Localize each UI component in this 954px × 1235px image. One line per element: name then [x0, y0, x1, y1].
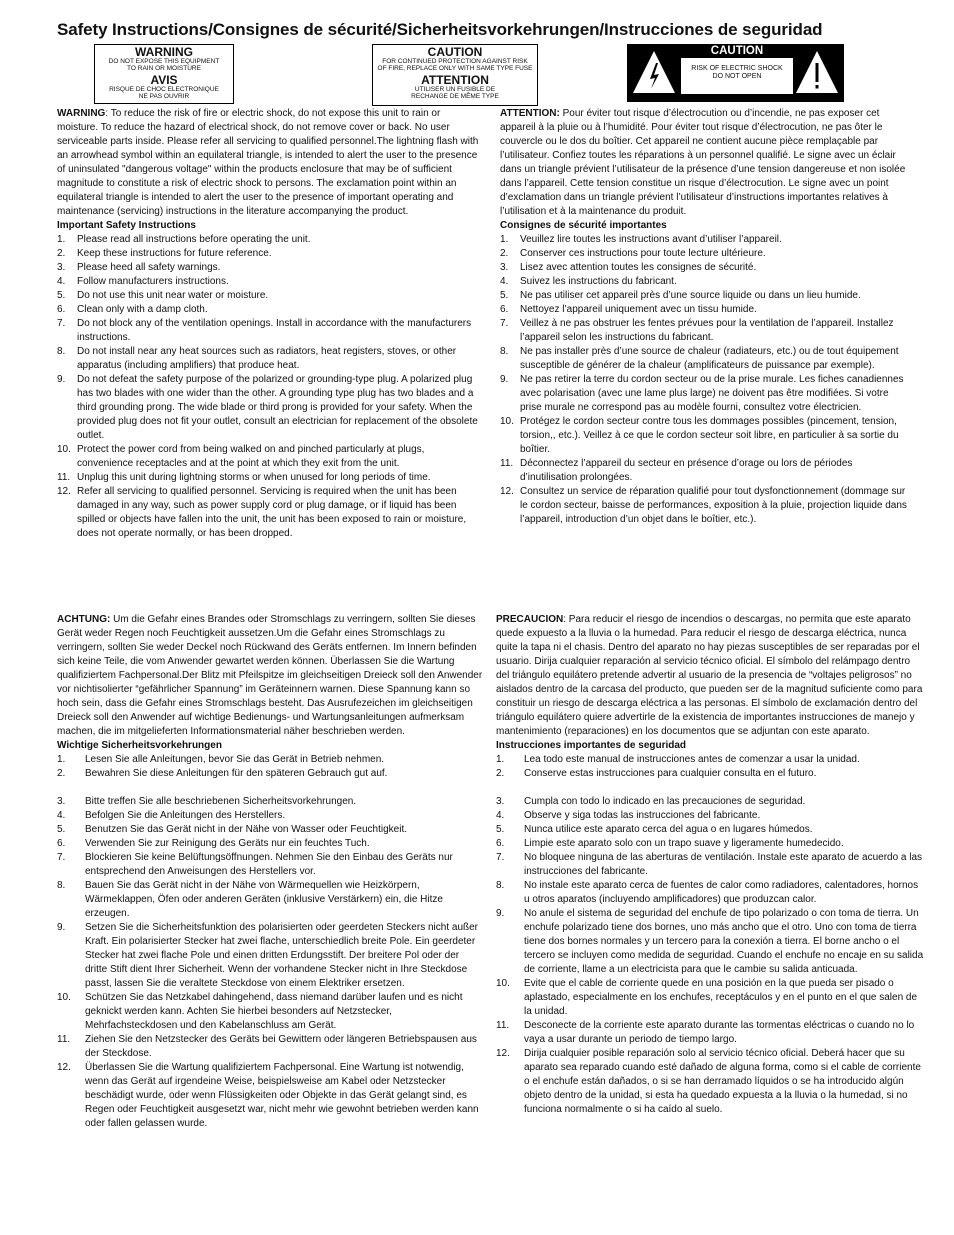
list-item: 4. Suivez les instructions du fabricant.: [500, 276, 677, 287]
warning-line-1: DO NOT EXPOSE THIS EQUIPMENT: [108, 58, 220, 65]
list-item: 6. Nettoyez l’appareil uniquement avec un tissu humide.: [500, 304, 757, 315]
list-item: 8. Do not install near any heat sources such as radiators, heat registers, stoves, or other apparatus (including amplifiers) that produce heat.: [57, 346, 457, 371]
french-section: [500, 107, 908, 527]
list-item: 12. Dirija cualquier posible reparación solo al servicio técnico oficial. Deberá hacer que su aparato sea reparado cuando esté dañado de alguna forma, como si el cable de corriente o el enchufe están dañados, o si se han derramado líquidos o se ha introducido algún objeto dentro de la unidad, si esta ha quedado expuesta a la lluvia o la humedad, si no funciona normalmente o si ha caído al suelo.: [496, 1048, 921, 1115]
list-item: 7. Blockieren Sie keine Belüftungsöffnungen. Nehmen Sie den Einbau des Geräts nur entsprechend den Anweisungen des Herstellers vor.: [57, 852, 453, 877]
list-item: 1. Lea todo este manual de instrucciones antes de comenzar a usar la unidad.: [496, 754, 860, 765]
list-item: 8. Ne pas installer près d’une source de chaleur (radiateurs, etc.) ou de tout équipement susceptible de générer de la chaleur (amplificateurs de puissance par exemple).: [500, 346, 899, 371]
list-item: 7. Veillez à ne pas obstruer les fentes prévues pour la ventilation de l’appareil. Installez l’appareil selon les instructions du fabricant.: [500, 318, 894, 343]
list-item: 4. Follow manufacturers instructions.: [57, 276, 229, 287]
spanish-lead: PRECAUCION: [496, 614, 564, 625]
list-item: 8. No instale este aparato cerca de fuentes de calor como radiadores, calentadores, hornos u otros aparatos (incluyendo amplificadores) que produzcan calor.: [496, 880, 919, 905]
list-item: 2. Keep these instructions for future reference.: [57, 248, 272, 259]
list-item: 9. Ne pas retirer la terre du cordon secteur ou de la prise murale. Les fiches canadiennes avec polarisation (avec une lame plus large) ne doivent pas être modifiées. Si votre prise murale ne correspond pas au modèle fourni, consultez votre électricien.: [500, 374, 904, 413]
list-item: 6. Verwenden Sie zur Reinigung des Geräts nur ein feuchtes Tuch.: [57, 838, 370, 849]
avis-line-2: NE PAS OUVRIR: [138, 93, 190, 101]
list-item: 1. Lesen Sie alle Anleitungen, bevor Sie das Gerät in Betrieb nehmen.: [57, 754, 385, 765]
list-item: 5. Nunca utilice este aparato cerca del agua o en lugares húmedos.: [496, 824, 813, 835]
french-heading: Consignes de sécurité importantes: [500, 220, 667, 231]
list-item: 1. Please read all instructions before operating the unit.: [57, 234, 311, 245]
german-lead: ACHTUNG:: [57, 614, 111, 625]
exclamation-warning-icon: [794, 49, 840, 95]
list-item: 11. Déconnectez l’appareil du secteur en présence d’orage ou lors de périodes d’inutilisation prolongées.: [500, 458, 853, 483]
german-list: [57, 753, 483, 1131]
list-item: 3. Cumpla con todo lo indicado en las precauciones de seguridad.: [496, 796, 806, 807]
list-item: 2. Conserve estas instrucciones para cualquier consulta en el futuro.: [496, 768, 817, 779]
caution-line-1: FOR CONTINUED PROTECTION AGAINST RISK: [382, 58, 528, 65]
list-item: 12. Überlassen Sie die Wartung qualifiziertem Fachpersonal. Eine Wartung ist notwendig, wenn das Gerät auf irgendeine Weise, beispielsweise am Kabel oder Netzstecker beschädigt wurde, oder wenn Flüssigkeiten oder Objekte in das Gerät gelangt sind, es Regen oder Feuchtigkeit ausgesetzt war, nicht mehr wie gewohnt betrieben werden kann oder fallen gelassen wurde.: [57, 1062, 479, 1129]
list-item: 4. Observe y siga todas las instrucciones del fabricante.: [496, 810, 761, 821]
french-list: [500, 233, 908, 527]
caution-heading: CAUTION: [427, 45, 483, 59]
german-intro: ACHTUNG: Um die Gefahr eines Brandes oder Stromschlags zu verringern, sollten Sie dieses Gerät weder Regen noch Feuchtigkeit aussetzen.Um die Gefahr eines Stromschlags zu verringern, sollten Sie weder Deckel noch Rückwand des Geräts entfernen. Im Innern befinden sich keine Teile, die vom Anwender gewartet werden können. Überlassen Sie die Wartung qualifiziertem Fachpersonal.Der Blitz mit Pfeilspitze im gleichseitigen Dreieck soll den Anwender vor nichtisolierter “gefährlicher Spannung” im Geräteinnern warnen. Diese Spannung kann so hoch sein, dass die Gefahr eines Stromschlags besteht. Das Ausrufezeichen im gleichseitigen Dreieck soll den Anwender auf wichtige Bedienungs- und Wartungsanleitungen aufmerksam machen, die im mitgelieferten Informationsmaterial näher beschrieben werden.: [57, 614, 483, 737]
shock-caution-text: [681, 58, 793, 94]
attention-line-2: RECHANGE DE MÊME TYPE: [411, 93, 499, 101]
german-section: [57, 613, 483, 1131]
list-item: 2. Conserver ces instructions pour toute lecture ultérieure.: [500, 248, 766, 259]
list-item: 5. Ne pas utiliser cet appareil près d’une source liquide ou dans un lieu humide.: [500, 290, 861, 301]
list-item: 7. No bloquee ninguna de las aberturas de ventilación. Instale este aparato de acuerdo a las instrucciones del fabricante.: [496, 852, 923, 877]
list-item: 4. Befolgen Sie die Anleitungen des Herstellers.: [57, 810, 286, 821]
warning-line-2: TO RAIN OR MOISTURE: [127, 65, 201, 73]
list-item: 3. Please heed all safety warnings.: [57, 262, 221, 273]
caution-fuse-label: [372, 44, 538, 106]
list-item: 3. Bitte treffen Sie alle beschriebenen Sicherheitsvorkehrungen.: [57, 796, 357, 807]
list-item: 12. Consultez un service de réparation qualifié pour tout dysfonctionnement (dommage sur le cordon secteur, baisse de performances, exposition à la pluie, projection liquide dans l’appareil, introduction d’un objet dans le boîtier, etc.).: [500, 486, 907, 525]
shock-line-2: DO NOT OPEN: [712, 73, 762, 81]
list-item: 10. Schützen Sie das Netzkabel dahingehend, dass niemand darüber laufen und es nicht geknickt werden kann. Achten Sie hierbei besonders auf Netzstecker, Mehrfachsteckdosen und den Kabelanschluss am Gerät.: [57, 992, 463, 1031]
list-item: 11. Desconecte de la corriente este aparato durante las tormentas eléctricas o cuando no lo vaya a usar durante un periodo de tiempo largo.: [496, 1020, 915, 1045]
avis-line-1: RISQUE DE CHOC ELECTRONIQUE: [109, 85, 219, 93]
list-item: 6. Limpie este aparato solo con un trapo suave y ligeramente humedecido.: [496, 838, 844, 849]
attention-heading: ATTENTION: [421, 72, 489, 87]
spanish-heading: Instrucciones importantes de seguridad: [496, 740, 687, 751]
list-item: 10. Protect the power cord from being walked on and pinched particularly at plugs, convenience receptacles and at the point at which they exit from the unit.: [57, 444, 425, 469]
list-item: 10. Evite que el cable de corriente quede en una posición en la que pueda ser pisado o aplastado, especialmente en los enchufes, receptáculos y en el punto en el que salen de la unidad.: [496, 978, 918, 1017]
list-item: 2. Bewahren Sie diese Anleitungen für den späteren Gebrauch gut auf.: [57, 768, 388, 779]
warning-heading: WARNING: [135, 45, 193, 59]
list-item: 9. No anule el sistema de seguridad del enchufe de tipo polarizado o con toma de tierra. Un enchufe polarizado tiene dos bornes, uno más ancho que el otro. Uno con toma de tierra tiene dos bornes normales y un tercero para la conexión a tierra. El borne ancho o el tercero se incluyen como medida de seguridad. Cuando el enchufe no encaje en su salida de corriente, llame a un electricista para que le cambie su salida anticuada.: [496, 908, 924, 975]
list-item: 11. Ziehen Sie den Netzstecker des Geräts bei Gewittern oder längeren Betriebspausen aus der Steckdose.: [57, 1034, 477, 1059]
french-intro: ATTENTION: Pour éviter tout risque d’électrocution ou d’incendie, ne pas exposer cet appareil à la pluie ou à l’humidité. Pour éviter tout risque d’électrocution, ne pas ôter le couvercle ou le dos du boîtier. Cet appareil ne contient aucune pièce remplaçable par l’utilisateur. Confiez toutes les réparations à un personnel qualifié. Le signe avec un éclair dans un triangle prévient l’utilisateur de la présence d’une tension dangereuse et non isolée dans l’appareil. Cette tension constitue un risque d’électrocution. Le signe avec un point d’exclamation dans un triangle prévient l’utilisateur d’instructions importantes relatives à l’utilisation et à la maintenance du produit.: [500, 108, 906, 217]
page-title: Safety Instructions/Consignes de sécurité/Sicherheitsvorkehrungen/Instrucciones de seguridad: [57, 20, 823, 39]
list-item: 8. Bauen Sie das Gerät nicht in der Nähe von Wärmequellen wie Heizkörpern, Wärmeklappen, Öfen oder anderen Geräten (inklusive Verstärkern) ein, die Hitze erzeugen.: [57, 880, 443, 919]
warning-label: [94, 44, 234, 104]
french-lead: ATTENTION:: [500, 108, 560, 119]
shock-line-1: RISK OF ELECTRIC SHOCK: [691, 65, 783, 72]
german-heading: Wichtige Sicherheitsvorkehrungen: [57, 740, 222, 751]
english-lead: WARNING: [57, 108, 106, 119]
list-item: 5. Do not use this unit near water or moisture.: [57, 290, 269, 301]
shock-caution-heading: CAUTION: [681, 45, 793, 58]
list-item: 12. Refer all servicing to qualified personnel. Servicing is required when the unit has been damaged in any way, such as power supply cord or plug damage, or if liquid has been spilled or objects have fallen into the unit, the unit has been exposed to rain or moisture, does not operate normally, or has been dropped.: [57, 486, 467, 539]
english-section: [57, 107, 481, 541]
lightning-warning-icon: [631, 49, 677, 95]
list-item: 9. Setzen Sie die Sicherheitsfunktion des polarisierten oder geerdeten Steckers nicht außer Kraft. Ein polarisierter Stecker hat zwei flache, unterschiedlich breite Pole. Ein geerdeter Stecker hat zwei flache Pole und einen dritten Erdungsstift. Der breitere Pol oder der dritte Stift dient Ihrer Sicherheit. Wenn der vorhandene Stecker nicht in Ihre Steckdose passt, lassen Sie die veraltete Steckdose von einem Elektriker ersetzen.: [57, 922, 479, 989]
list-item: 11. Unplug this unit during lightning storms or when unused for long periods of time.: [57, 472, 431, 483]
list-item: 5. Benutzen Sie das Gerät nicht in der Nähe von Wasser oder Feuchtigkeit.: [57, 824, 408, 835]
list-item: 10. Protégez le cordon secteur contre tous les dommages possibles (pincement, tension, torsion,, etc.). Veillez à ce que le cordon secteur soit libre, en particulier à sa sortie du boîtier.: [500, 416, 899, 455]
list-item: 6. Clean only with a damp cloth.: [57, 304, 208, 315]
list-item: 9. Do not defeat the safety purpose of the polarized or grounding-type plug. A polarized plug has two blades with one wider than the other. A grounding type plug has two blades and a third grounding prong. The wide blade or third prong is provided for your safety. When the provided plug does not fit your outlet, consult an electrician for replacement of the obsolete outlet.: [57, 374, 478, 441]
list-item: 7. Do not block any of the ventilation openings. Install in accordance with the manufacturers instructions.: [57, 318, 472, 343]
spanish-section: [496, 613, 926, 1117]
list-item: 3. Lisez avec attention toutes les consignes de sécurité.: [500, 262, 757, 273]
shock-caution-label: [627, 44, 844, 102]
english-list: [57, 233, 481, 541]
list-item: 1. Veuillez lire toutes les instructions avant d’utiliser l’appareil.: [500, 234, 782, 245]
spanish-intro: PRECAUCION: Para reducir el riesgo de incendios o descargas, no permita que este aparato quede expuesto a la lluvia o la humedad. Para reducir el riesgo de descarga eléctrica, nunca quite la tapa ni el chasis. Dentro del aparato no hay piezas susceptibles de ser reparadas por el usuario. Dirija cualquier reparación al servicio técnico oficial. El símbolo del relámpago dentro del triángulo equilátero pretende advertir al usuario de la presencia de “voltajes peligrosos” no aislados dentro de la carcasa del producto, que pueden ser de la magnitud suficiente como para constituir un riesgo de descarga eléctrica a las personas. El símbolo de exclamación dentro del triángulo equilátero quiere advertirle de la existencia de importantes instrucciones de manejo y mantenimiento (reparaciones) en los documentos que se adjuntan con este aparato.: [496, 614, 923, 737]
attention-line-1: UTILISER UN FUSIBLE DE: [414, 85, 496, 93]
caution-line-2: OF FIRE, REPLACE ONLY WITH SAME TYPE FUSE: [377, 65, 533, 73]
english-heading: Important Safety Instructions: [57, 220, 196, 231]
english-intro: WARNING: To reduce the risk of fire or electric shock, do not expose this unit to rain or moisture. To reduce the hazard of electrical shock, do not remove cover or back. No user serviceable parts inside. Please refer all servicing to qualified personnel.The lightning flash with an arrowhead symbol within an equilateral triangle, is intended to alert the user to the presence of uninsulated "dangerous voltage" within the products enclosure that may be of sufficient magnitude to constitute a risk of electric shock to persons. The exclamation point within an equilateral triangle is intended to alert the user to the presence of important operating and maintenance (servicing) instructions in the literature accompanying the product.: [57, 108, 479, 217]
spanish-list: [496, 753, 926, 1117]
avis-heading: AVIS: [150, 72, 178, 87]
